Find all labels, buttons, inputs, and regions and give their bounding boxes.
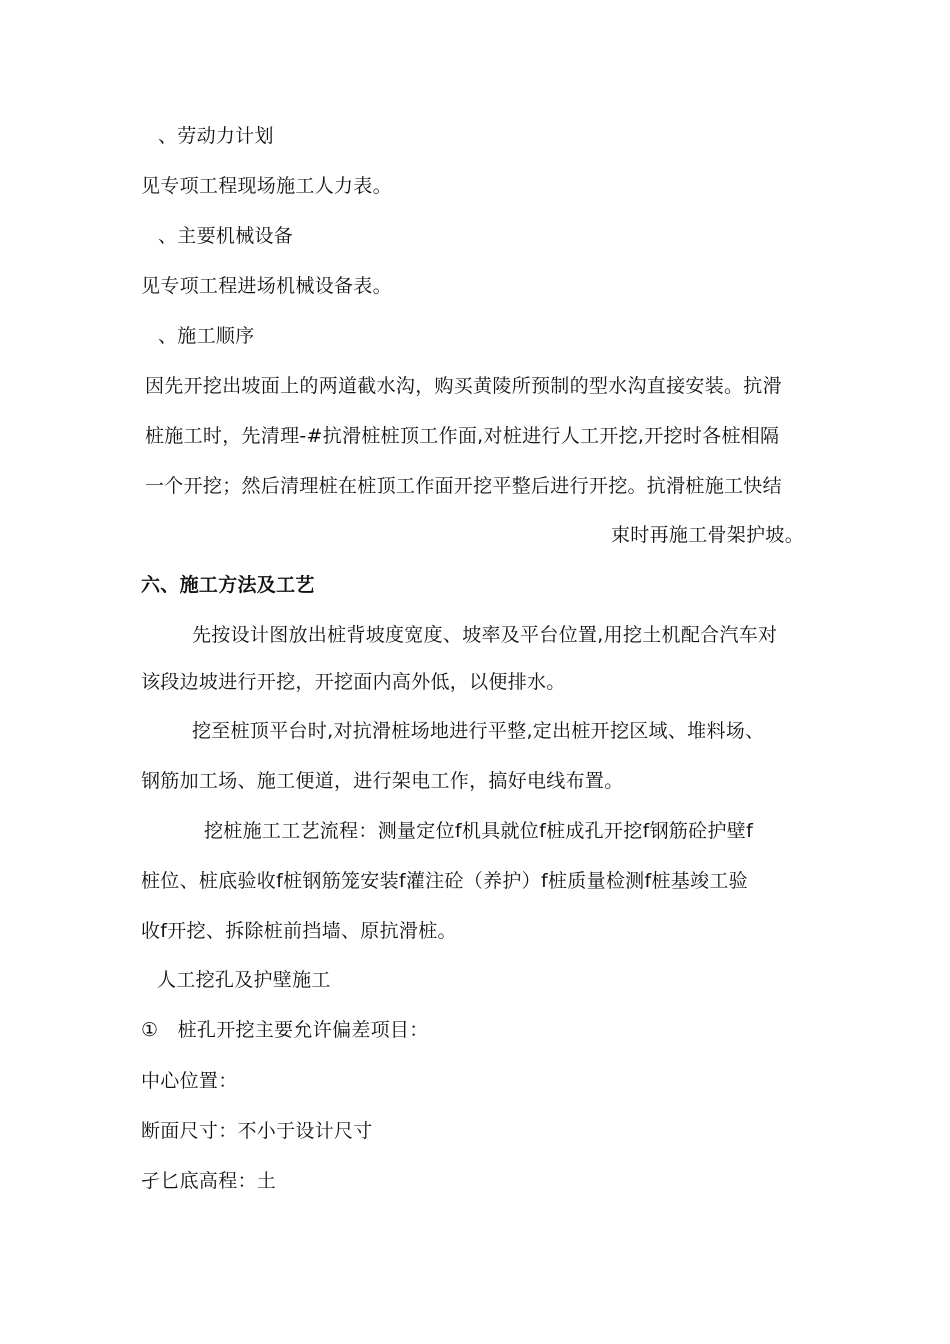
- center-position-text: 中心位置：: [141, 1070, 238, 1092]
- manual-excavation-heading: 人工挖孔及护壁施工: [157, 969, 331, 991]
- process-line-3: 收f开挖、拆除桩前挡墙、原抗滑桩。: [141, 920, 457, 942]
- method-para2-line-1: 挖至桩顶平台时,对抗滑桩场地进行平整,定出桩开挖区域、堆料场、: [192, 720, 765, 742]
- equipment-text: 见专项工程进场机械设备表。: [141, 275, 392, 297]
- method-para2-line-2: 钢筋加工场、施工便道，进行架电工作，搞好电线布置。: [141, 770, 624, 792]
- construction-sequence-heading: 、施工顺序: [158, 325, 255, 347]
- labor-plan-heading: 、劳动力计划: [158, 125, 274, 147]
- sequence-line-2: 桩施工时，先清理-#抗滑桩桩顶工作面,对桩进行人工开挖,开挖时各桩相隔: [145, 425, 780, 447]
- process-line-1: 挖桩施工工艺流程：测量定位f机具就位f桩成孔开挖f钢筋砼护壁f: [204, 820, 754, 842]
- sequence-line-3: 一个开挖；然后清理桩在桩顶工作面开挖平整后进行开挖。抗滑桩施工快结: [145, 475, 782, 497]
- labor-plan-text: 见专项工程现场施工人力表。: [141, 175, 392, 197]
- process-line-2: 桩位、桩底验收f桩钢筋笼安装f灌注砼（养护）f桩质量检测f桩基竣工验: [141, 870, 748, 892]
- method-para1-line-2: 该段边坡进行开挖，开挖面内高外低，以便排水。: [141, 671, 566, 693]
- method-para1-line-1: 先按设计图放出桩背坡度宽度、坡率及平台位置,用挖土机配合汽车对: [192, 624, 778, 646]
- sequence-line-1: 因先开挖出坡面上的两道截水沟，购买黄陵所预制的型水沟直接安装。抗滑: [145, 375, 782, 397]
- deviation-heading: ① 桩孔开挖主要允许偏差项目：: [141, 1019, 429, 1041]
- equipment-heading: 、主要机械设备: [158, 225, 294, 247]
- bottom-elevation-text: 孑匕底高程：土: [141, 1170, 277, 1192]
- sequence-line-4: 束时再施工骨架护坡。: [611, 524, 805, 546]
- section-size-text: 断面尺寸：不小于设计尺寸: [141, 1120, 373, 1142]
- section-six-title: 六、施工方法及工艺: [141, 574, 315, 596]
